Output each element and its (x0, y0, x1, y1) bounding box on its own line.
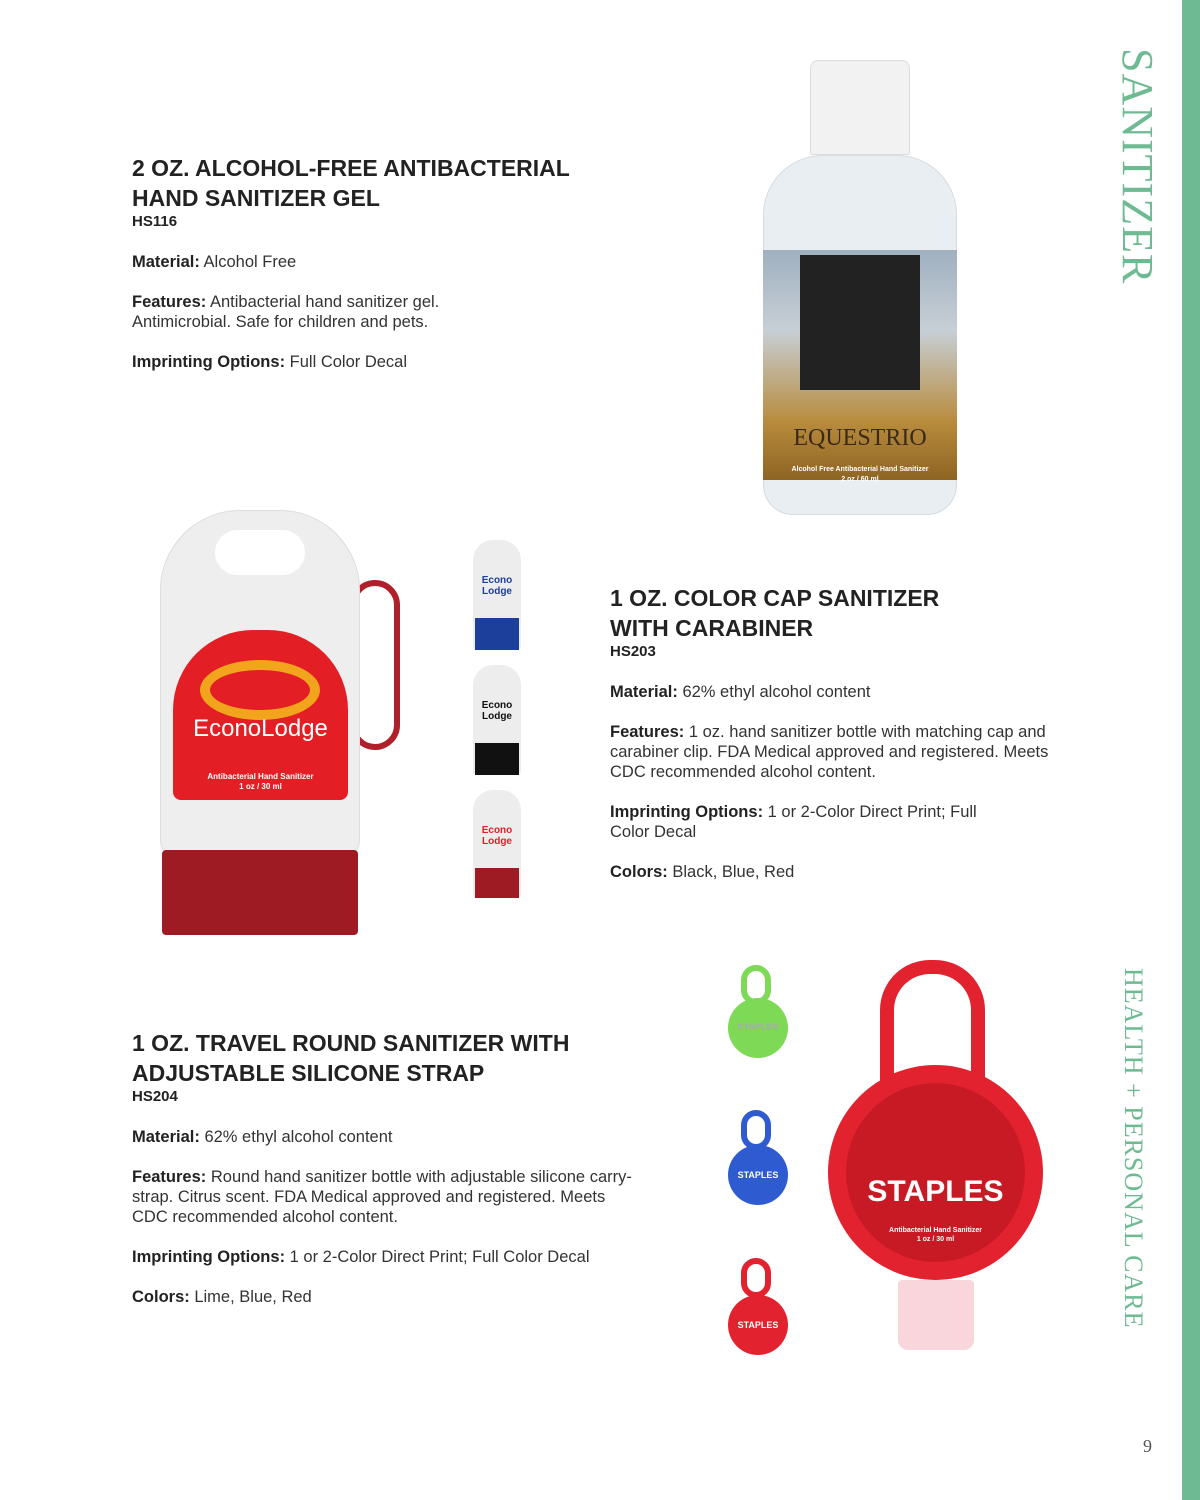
product-title: 1 OZ. TRAVEL ROUND SANITIZER WITH (132, 1030, 570, 1056)
label: Material: (132, 1128, 200, 1146)
product-title: 1 OZ. COLOR CAP SANITIZER (610, 585, 940, 611)
brand-logo: EQUESTRIO (793, 425, 927, 451)
material: Alcohol Free (203, 253, 297, 271)
label: Imprinting Options: (610, 803, 764, 821)
imprint: 1 or 2-Color Direct Print; Full Color Decal (610, 803, 977, 841)
features: 1 oz. hand sanitizer bottle with matching cap and carabiner clip. FDA Medical approved and registered. Meets CDC recommended alcohol content. (610, 723, 1049, 781)
product-color-variants (470, 540, 540, 900)
variant-logo: Econo Lodge (481, 825, 513, 847)
product-hs204 (132, 1028, 652, 1327)
imprint: Full Color Decal (289, 353, 408, 371)
label: Features: (132, 1168, 207, 1186)
bottle-caption: Antibacterial Hand Sanitizer (207, 772, 314, 781)
product-title: 2 OZ. ALCOHOL-FREE ANTIBACTERIAL (132, 155, 570, 181)
page-number: 9 (1143, 1436, 1152, 1456)
features: Round hand sanitizer bottle with adjustable silicone carry-strap. Citrus scent. FDA Medical approved and registered. Meets CDC recommended alcohol content. (132, 1168, 632, 1226)
variant-logo: Econo Lodge (481, 575, 513, 597)
accent-bar (1182, 0, 1200, 1500)
label: Colors: (132, 1288, 190, 1306)
product-image-hs203 (155, 510, 415, 935)
colors: Black, Blue, Red (672, 863, 795, 881)
product-code: HS204 (132, 1088, 178, 1105)
label: Imprinting Options: (132, 1248, 286, 1266)
bottle-caption: Alcohol Free Antibacterial Hand Sanitizer (791, 466, 929, 473)
label: Material: (610, 683, 678, 701)
label: Features: (610, 723, 685, 741)
label: Material: (132, 253, 200, 271)
variant-logo: STAPLES (737, 1022, 779, 1032)
product-hs116 (132, 153, 632, 392)
brand-logo: EconoLodge (193, 715, 328, 742)
product-image-hs116 (760, 60, 960, 515)
bottle-size: 1 oz / 30 ml (916, 1236, 955, 1243)
colors: Lime, Blue, Red (194, 1288, 312, 1306)
product-color-variants-hs204 (725, 960, 795, 1380)
product-title-2: WITH CARABINER (610, 615, 814, 641)
brand-logo: STAPLES (867, 1175, 1004, 1208)
features: Antibacterial hand sanitizer gel. Antimicrobial. Safe for children and pets. (132, 293, 440, 331)
label: Colors: (610, 863, 668, 881)
bottle-size: 2 oz / 60 ml (841, 476, 879, 483)
bottle-size: 1 oz / 30 ml (239, 782, 282, 791)
product-hs203 (610, 583, 1090, 902)
product-code: HS203 (610, 643, 656, 660)
variant-logo: STAPLES (737, 1170, 779, 1180)
bottle-caption: Antibacterial Hand Sanitizer (889, 1227, 982, 1234)
product-title-2: ADJUSTABLE SILICONE STRAP (132, 1060, 485, 1086)
label: Imprinting Options: (132, 353, 286, 371)
category-title: SANITIZER (1113, 48, 1162, 285)
label: Features: (132, 293, 207, 311)
material: 62% ethyl alcohol content (682, 683, 871, 701)
variant-logo: Econo Lodge (481, 700, 513, 722)
product-code: HS116 (132, 213, 178, 230)
product-title-2: HAND SANITIZER GEL (132, 185, 380, 211)
material: 62% ethyl alcohol content (204, 1128, 393, 1146)
section-title: HEALTH + PERSONAL CARE (1119, 968, 1148, 1329)
imprint: 1 or 2-Color Direct Print; Full Color Decal (289, 1248, 590, 1266)
product-image-hs204 (828, 955, 1043, 1390)
variant-logo: STAPLES (737, 1320, 779, 1330)
